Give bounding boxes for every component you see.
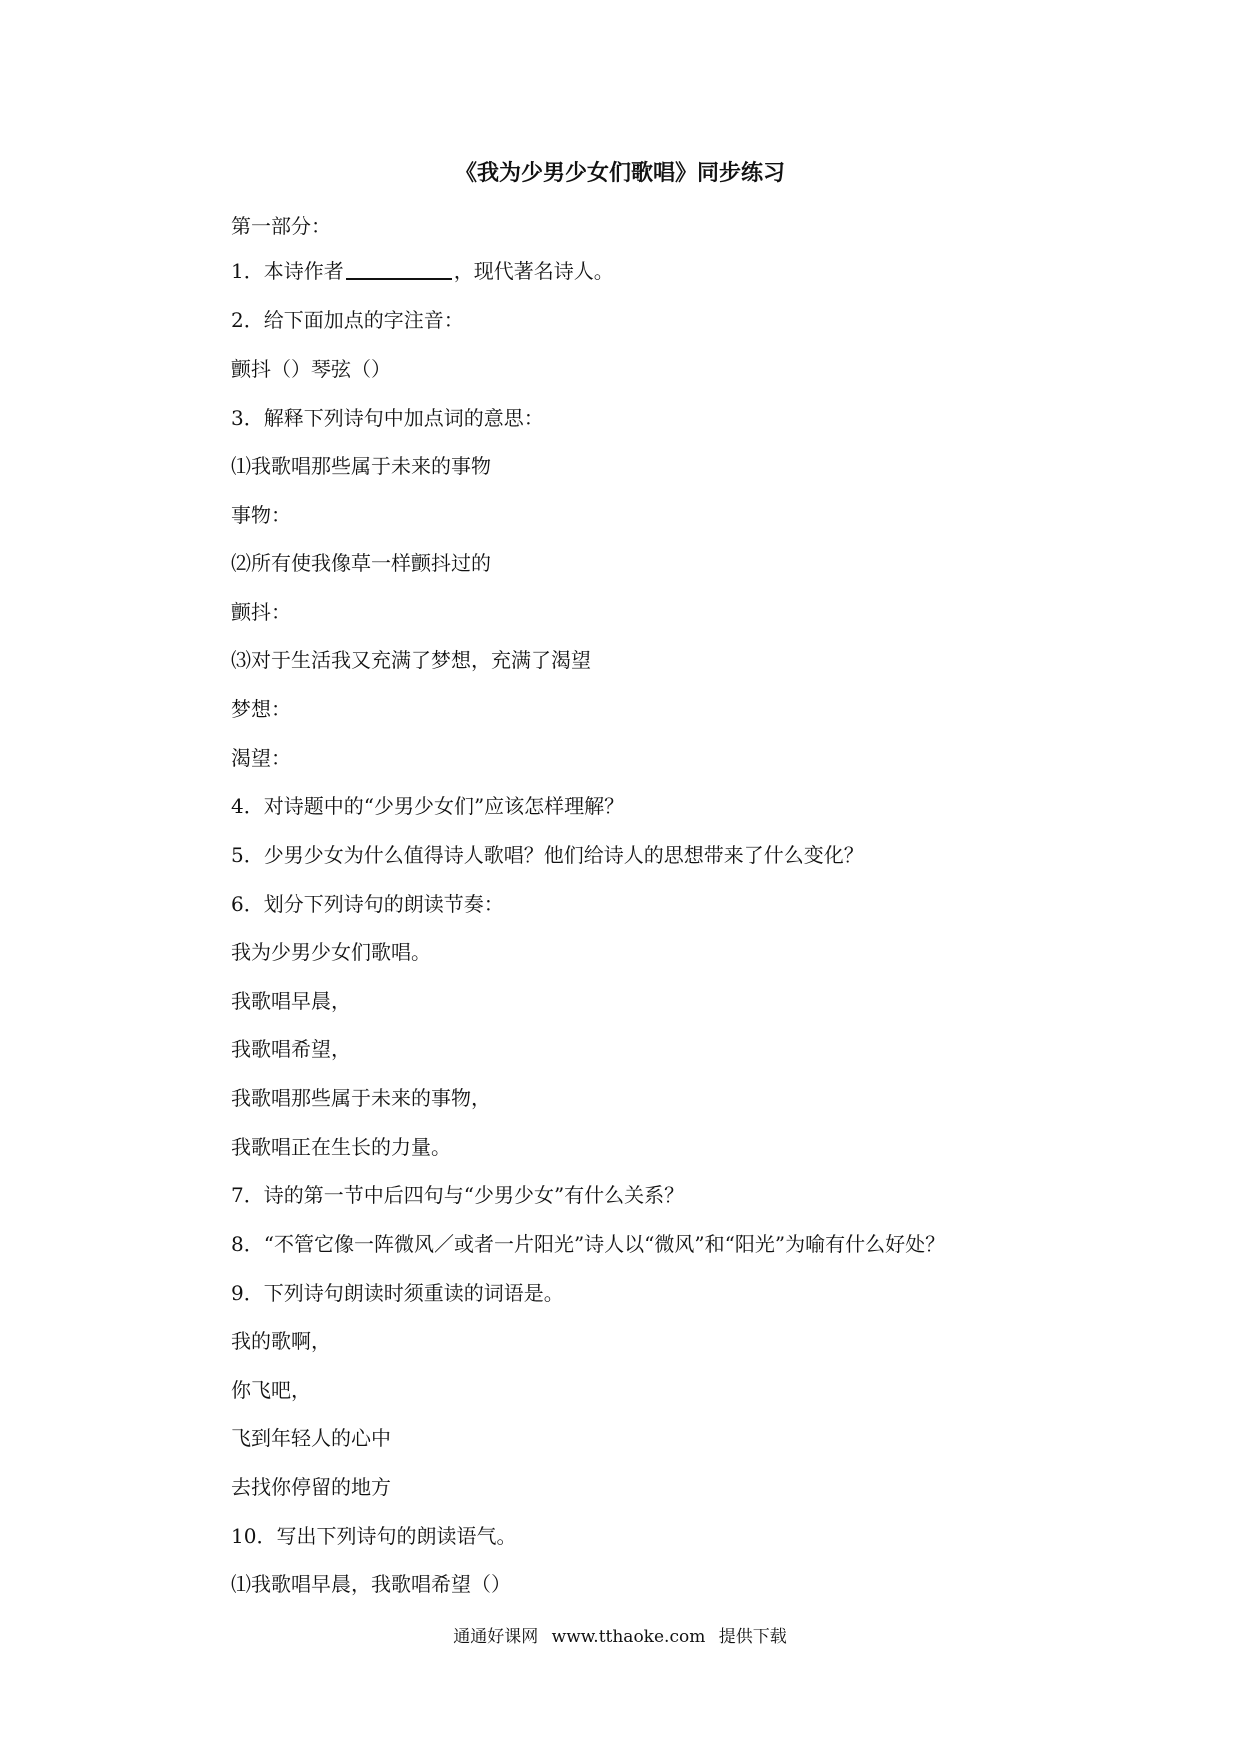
question-10: 10．写出下列诗句的朗读语气。 [231, 1524, 517, 1548]
poem-line: 飞到年轻人的心中 [231, 1426, 391, 1450]
question-4: 4．对诗题中的“少男少女们”应该怎样理解？ [231, 794, 625, 818]
question-3-sub-1: ⑴我歌唱那些属于未来的事物 [231, 454, 491, 478]
poem-line: 我歌唱希望， [231, 1037, 351, 1061]
question-7: 7．诗的第一节中后四句与“少男少女”有什么关系？ [231, 1183, 685, 1207]
poem-line: 我的歌啊， [231, 1329, 331, 1353]
poem-line: 你飞吧， [231, 1378, 311, 1402]
answer-label: 渴望： [231, 746, 291, 770]
answer-label: 事物： [231, 503, 291, 527]
question-3-sub-3: ⑶对于生活我又充满了梦想，充满了渴望 [231, 648, 591, 672]
answer-blank [346, 258, 452, 280]
page-footer [0, 1622, 1240, 1647]
question-8: 8．“不管它像一阵微风／或者一片阳光”诗人以“微风”和“阳光”为喻有什么好处？ [231, 1232, 946, 1256]
poem-line: 去找你停留的地方 [231, 1475, 391, 1499]
question-5: 5．少男少女为什么值得诗人歌唱？他们给诗人的思想带来了什么变化？ [231, 843, 864, 867]
answer-label: 梦想： [231, 697, 291, 721]
answer-label: 颤抖： [231, 600, 291, 624]
footer-url[interactable]: www.tthaoke.com [551, 1627, 706, 1647]
page-title: 《我为少男少女们歌唱》同步练习 [454, 161, 785, 186]
question-2-items: 颤抖（）琴弦（） [231, 357, 391, 381]
question-10-sub-1: ⑴我歌唱早晨，我歌唱希望（） [231, 1572, 511, 1596]
question-3: 3．解释下列诗句中加点词的意思： [231, 406, 544, 430]
question-1 [231, 257, 614, 285]
poem-line: 我歌唱那些属于未来的事物， [231, 1086, 491, 1110]
question-6: 6．划分下列诗句的朗读节奏： [231, 892, 504, 916]
poem-line: 我歌唱正在生长的力量。 [231, 1135, 451, 1159]
section-heading: 第一部分： [231, 214, 331, 238]
poem-line: 我歌唱早晨， [231, 989, 351, 1013]
question-9: 9．下列诗句朗读时须重读的词语是。 [231, 1281, 564, 1305]
footer-suffix: 提供下载 [718, 1627, 787, 1647]
question-1-suffix: ，现代著名诗人。 [453, 259, 614, 283]
question-2: 2．给下面加点的字注音： [231, 308, 464, 332]
footer-site-name: 通通好课网 [453, 1627, 539, 1647]
question-3-sub-2: ⑵所有使我像草一样颤抖过的 [231, 551, 491, 575]
question-1-prefix: 1．本诗作者 [231, 259, 344, 283]
poem-line: 我为少男少女们歌唱。 [231, 940, 431, 964]
